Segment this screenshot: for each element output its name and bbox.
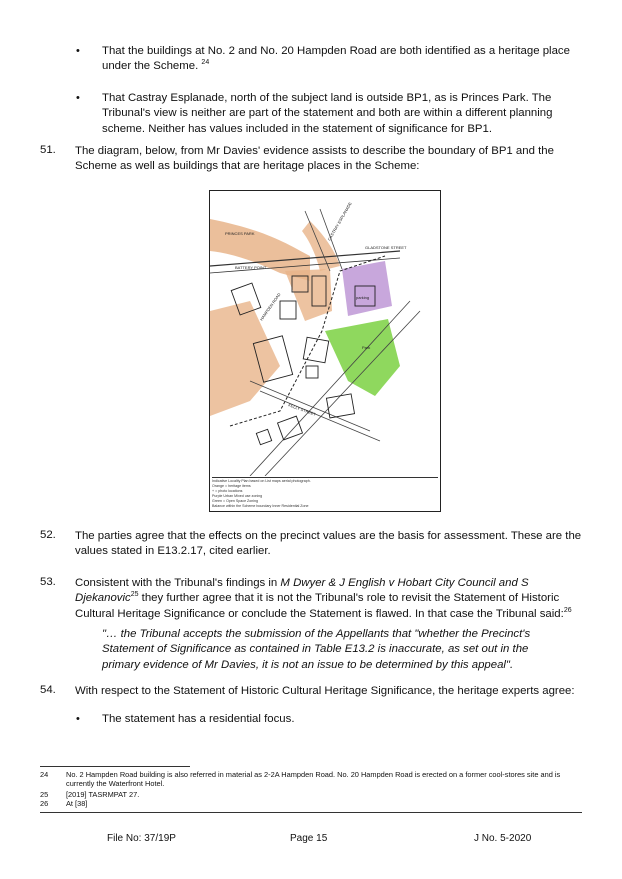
bullet-marker: • — [76, 713, 80, 725]
label-park: Park — [362, 345, 371, 350]
label-princes-park: PRINCES PARK — [225, 231, 255, 236]
para-54-text: With respect to the Statement of Historic Cultural Heritage Significance, the heritage experts agree: — [75, 685, 575, 697]
heritage-boundary-diagram — [209, 190, 441, 512]
footer-file-number: File No: 37/19P — [107, 833, 176, 844]
para-number-53: 53. — [40, 576, 56, 588]
para-number-54: 54. — [40, 684, 56, 696]
label-parking: parking — [356, 295, 370, 300]
footnote-25: 25 [2019] TASRMPAT 27. — [40, 790, 140, 799]
footnote-ref-24[interactable]: 24 — [201, 59, 210, 67]
bullet-heritage-place: That the buildings at No. 2 and No. 20 Hampden Road are both identified as a heritage place under the Scheme. $^{24}$ — [102, 45, 570, 73]
para-53-text: Consistent with the Tribunal's findings in M Dwyer & J English v Hobart City Council and S Djekanovic$^{25}$ they further agree that it is not the Tribunal's role to revisit the Statement of Historic Cultural Heritage Significance or conclude the Statement is flawed. In that case the Tribunal said:$^{26}$ — [75, 577, 572, 620]
label-hampden-road: HAMPDEN ROAD — [258, 291, 282, 322]
purple-urban-mixed-use — [342, 261, 392, 316]
bullet-residential-focus: The statement has a residential focus. — [102, 713, 295, 725]
diagram-legend: Indicative Locality Plan based on List maps aerial photograph. Orange = heritage items + = photo locations Purple Urban Mixed use zoning Green = Open Space Zoning Balance within the Scheme boundary Inner Residential Zone — [212, 477, 438, 509]
para-number-52: 52. — [40, 529, 56, 541]
label-castray: CASTRAY ESPLANADE — [326, 201, 353, 242]
label-kelly-street: KELLY STREET — [287, 402, 317, 417]
bullet-castray-esplanade: That Castray Esplanade, north of the subject land is outside BP1, as is Princes Park. The Tribunal's view is neither are part of the statement and both are within a different planning scheme. Neither has values included in the statement of significance for BP1. — [102, 92, 553, 135]
footnote-24: 24 No. 2 Hampden Road building is also referred in material as 2-2A Hampden Road. No. 20 Hampden Road is erected on a former cool-stores site and is currently the Waterfront Hotel. — [40, 770, 561, 789]
bullet-marker: • — [76, 92, 80, 104]
footnote-divider — [40, 766, 190, 767]
footer-judgment-number: J No. 5-2020 — [474, 833, 532, 844]
footnote-ref-25[interactable]: 25 — [130, 591, 139, 599]
footer-page-number: Page 15 — [290, 833, 328, 844]
label-gladstone: GLADSTONE STREET — [365, 245, 407, 250]
footnote-ref-26[interactable]: 26 — [563, 606, 572, 614]
green-open-space — [325, 319, 400, 396]
diagram-sketch — [210, 191, 440, 476]
tribunal-quote: "… the Tribunal accepts the submission of the Appellants that "whether the Precinct's Statement of Significance as contained in Table E13.2 is inaccurate, as set out in the primary evidence of Mr Davies, it is not an issue to be determined by this appeal". — [102, 628, 531, 671]
footnote-26: 26 At [38] — [40, 799, 88, 808]
case-citation: M Dwyer & J English v Hobart City Council and S Djekanovic — [75, 577, 529, 605]
bullet-marker: • — [76, 45, 80, 57]
orange-hampden-area — [210, 301, 280, 416]
footer-divider — [40, 812, 582, 813]
para-number-51: 51. — [40, 144, 56, 156]
para-51-text: The diagram, below, from Mr Davies' evidence assists to describe the boundary of BP1 and the Scheme as well as buildings that are heritage places in the Scheme: — [75, 145, 554, 173]
para-52-text: The parties agree that the effects on the precinct values are the basis for assessment. These are the values stated in E13.2.17, cited earlier. — [75, 530, 582, 558]
label-battery-point: BATTERY POINT — [235, 265, 267, 270]
